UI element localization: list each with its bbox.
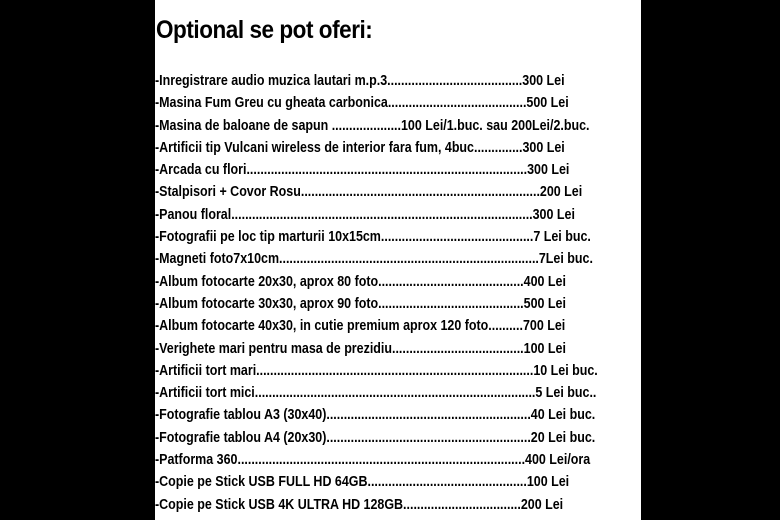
price-list-item: -Artificii tip Vulcani wireless de interior fara fum, 4buc..............300 Lei [155,139,565,156]
price-list-item: -Masina de baloane de sapun ....................100 Lei/1.buc. sau 200Lei/2.buc. [155,117,590,134]
price-list-item: -Inregistrare audio muzica lautari m.p.3.......................................300 Lei [155,73,565,89]
price-list-item: -Copie pe Stick USB FULL HD 64GB..............................................100 Lei [155,474,570,491]
page-title: Optional se pot oferi: [156,16,373,44]
price-list-item: -Album fotocarte 20x30, aprox 80 foto..........................................400 Lei [155,273,566,290]
price-list-item: -Stalpisori + Covor Rosu.....................................................................200 Lei [155,184,583,201]
price-list-item: -Artificii tort mici.................................................................................5 Lei buc.. [155,385,597,402]
price-list-item: -Album fotocarte 30x30, aprox 90 foto..........................................500 Lei [155,295,566,312]
price-list-item: -Artificii tort mari................................................................................10 Lei buc. [155,362,598,379]
price-list-item: -Fotografie tablou A3 (30x40)...........................................................40 Lei buc. [155,407,596,424]
price-list-item: -Copie pe Stick USB 4K ULTRA HD 128GB..................................200 Lei [155,496,564,513]
price-list-item: -Album fotocarte 40x30, in cutie premium aprox 120 foto..........700 Lei [155,318,566,335]
price-list-item: -Fotografii pe loc tip marturii 10x15cm............................................7 Lei buc. [155,229,591,246]
price-list-item: -Panou floral.......................................................................................300 Lei [155,206,575,223]
price-list-item: -Masina Fum Greu cu gheata carbonica........................................500 Lei [155,95,569,112]
document-sheet [155,0,641,520]
price-list-item: -Fotografie tablou A4 (20x30)...........................................................20 Lei buc. [155,429,596,446]
price-list-item: -Magneti foto7x10cm...........................................................................7Lei buc. [155,251,593,268]
options-price-list [155,70,641,516]
price-list-item: -Patforma 360...................................................................................400 Lei/ora [155,452,591,469]
price-list-item: -Arcada cu flori.................................................................................300 Lei [155,162,570,179]
price-list-item: -Verighete mari pentru masa de prezidiu......................................100 Lei [155,340,566,357]
